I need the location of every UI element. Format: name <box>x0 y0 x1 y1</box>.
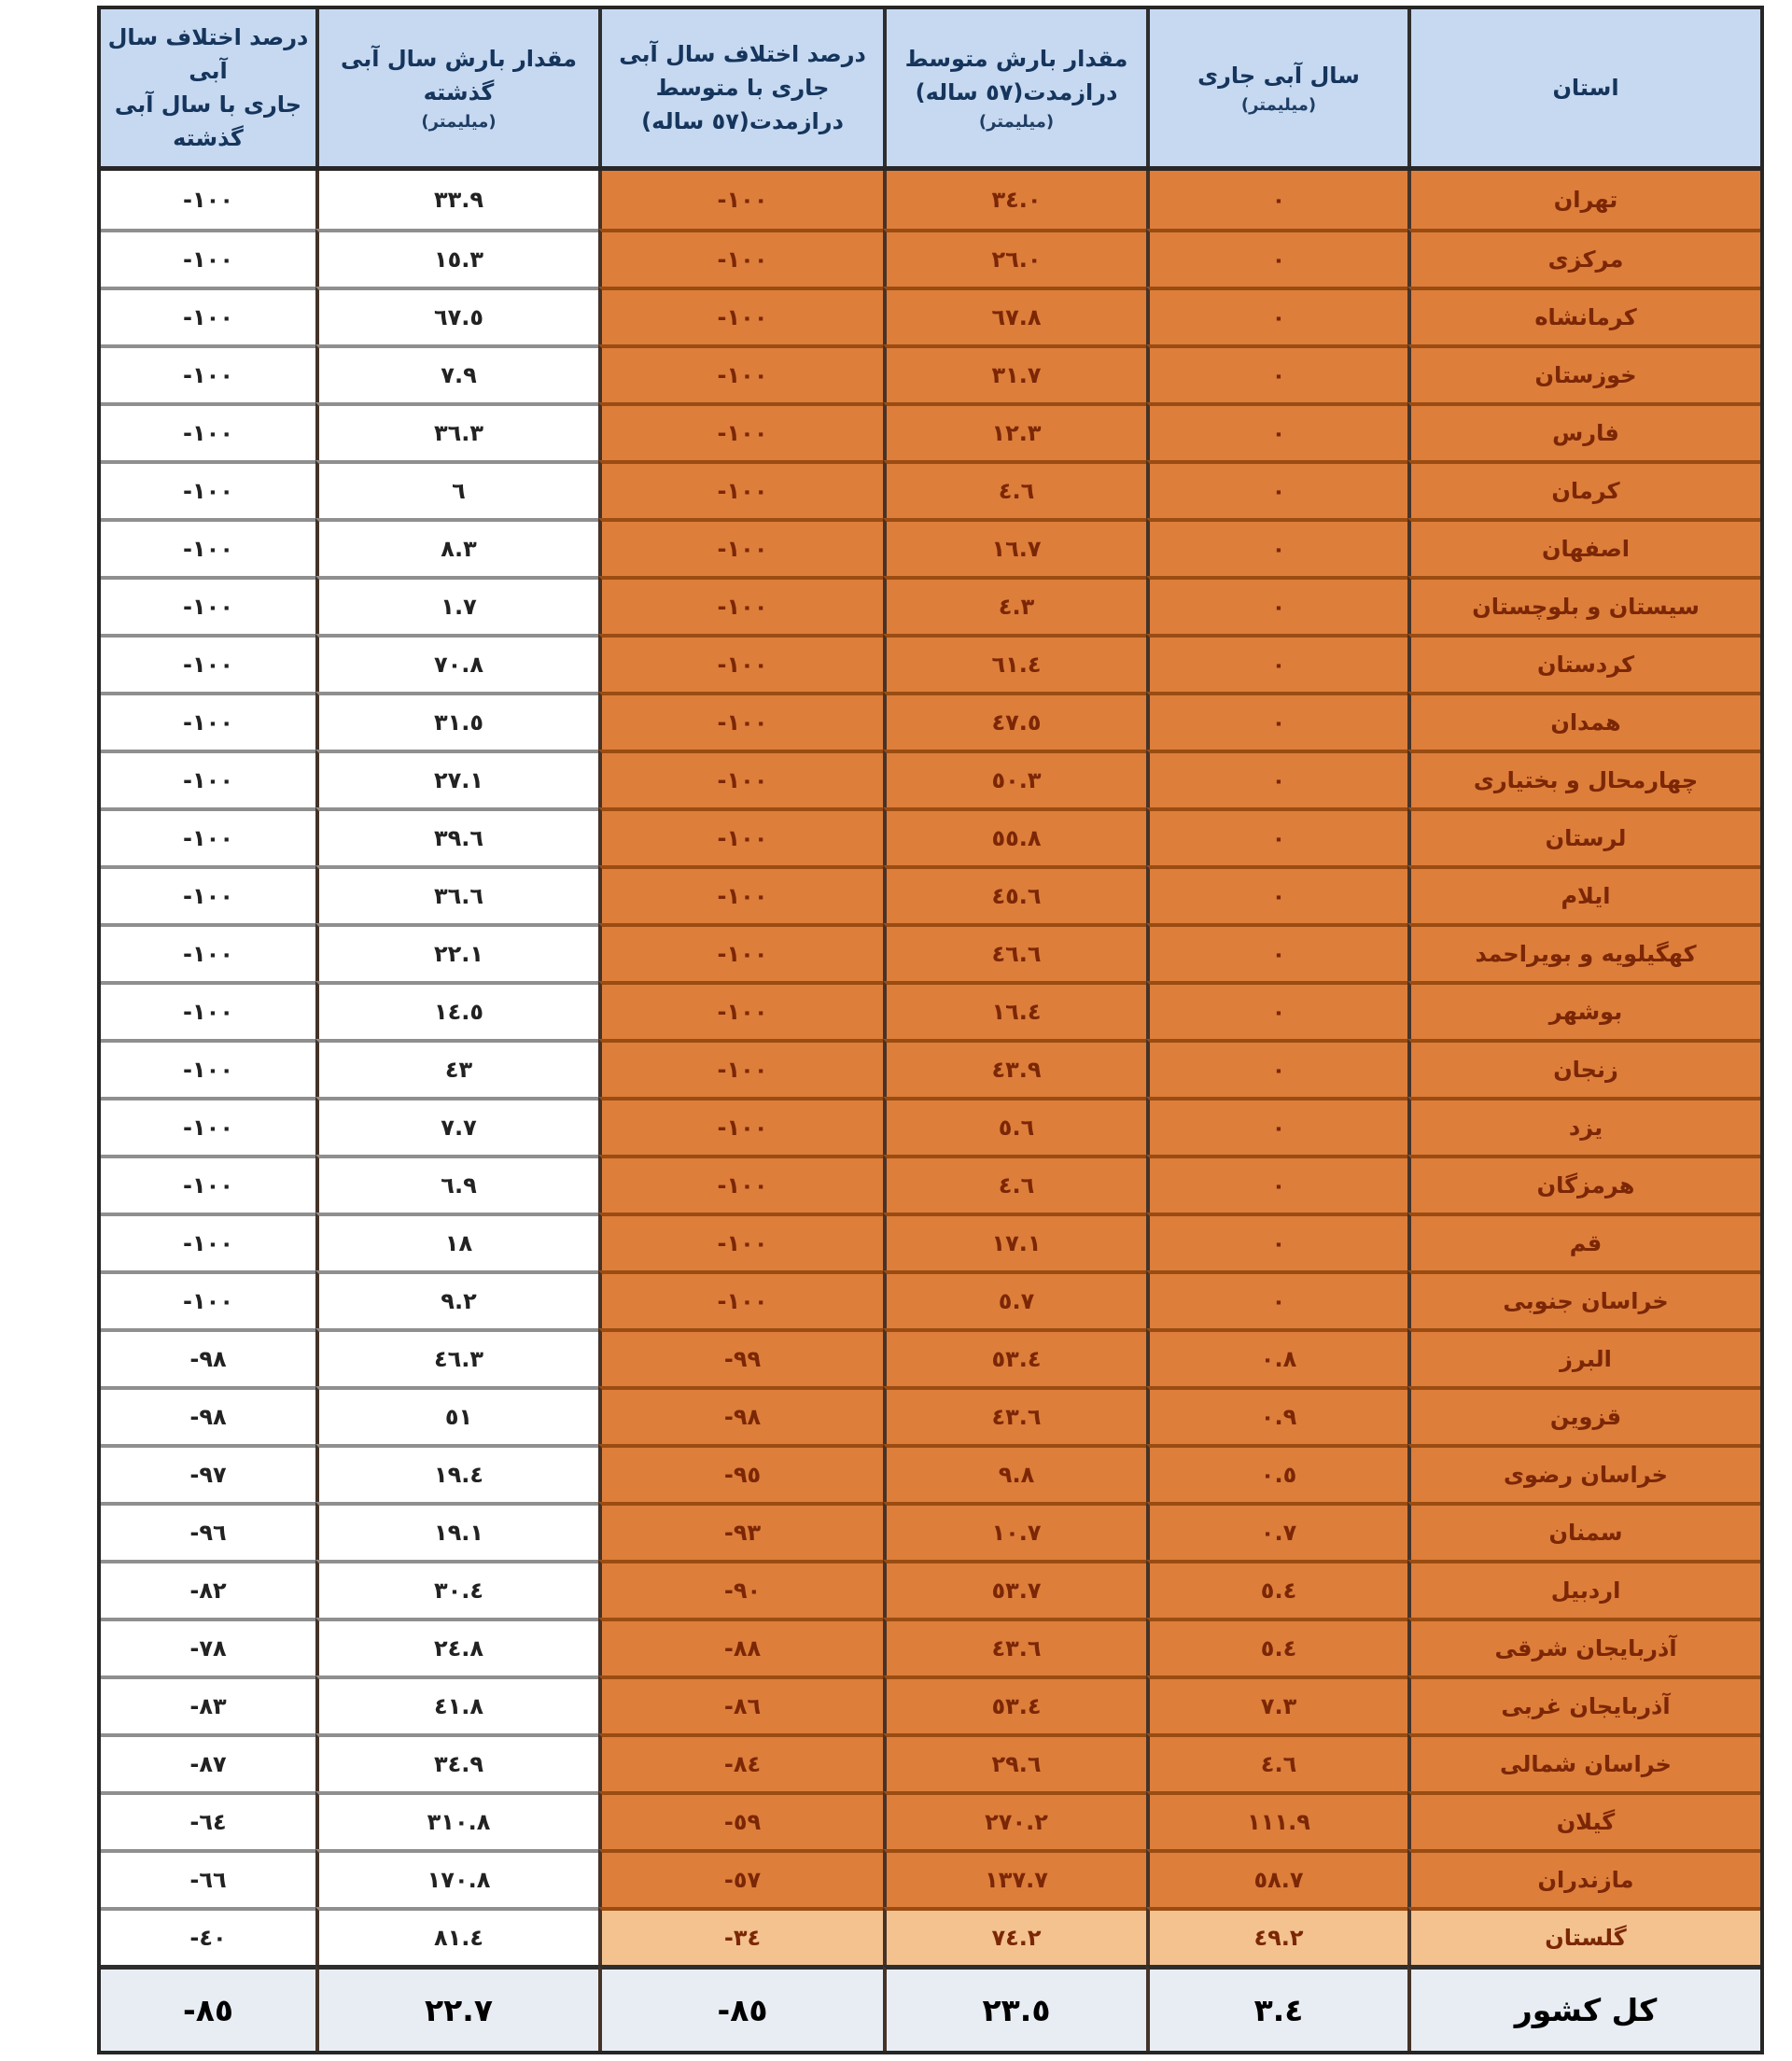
table-row <box>101 1675 1760 1733</box>
table-row <box>101 1444 1760 1502</box>
cell-province: زنجان <box>1407 1039 1760 1097</box>
cell-pct-vs-longterm: -٨٤ <box>598 1733 883 1791</box>
cell-pct-vs-lastyear: -٧٨ <box>101 1618 315 1675</box>
cell-lastyear-amount: ٦.٩ <box>315 1155 598 1213</box>
cell-province: یزد <box>1407 1097 1760 1155</box>
cell-lastyear-amount: ٣٦.٦ <box>315 865 598 923</box>
table-row <box>101 1907 1760 1965</box>
cell-province: اردبیل <box>1407 1560 1760 1618</box>
cell-lastyear-amount: ٦ <box>315 460 598 518</box>
cell-pct-vs-lastyear: -٨٢ <box>101 1560 315 1618</box>
table-row <box>101 923 1760 981</box>
cell-province: سمنان <box>1407 1502 1760 1560</box>
cell-lastyear-amount: ١٩.٤ <box>315 1444 598 1502</box>
cell-pct-vs-longterm: -١٠٠ <box>598 1155 883 1213</box>
cell-province: خراسان رضوی <box>1407 1444 1760 1502</box>
cell-longterm-avg: ٢٦.٠ <box>883 229 1146 287</box>
cell-lastyear-amount: ١٩.١ <box>315 1502 598 1560</box>
cell-current-year: ٠ <box>1146 287 1407 344</box>
cell-lastyear-amount: ٣١.٥ <box>315 692 598 750</box>
cell-longterm-avg: ٤٣.٩ <box>883 1039 1146 1097</box>
cell-pct-vs-lastyear: -١٠٠ <box>101 576 315 634</box>
cell-province: خراسان جنوبی <box>1407 1270 1760 1328</box>
header-lastyear-amount: مقدار بارش سال آبی گذشته (میلیمتر) <box>315 9 598 166</box>
cell-lastyear-amount: ٧٠.٨ <box>315 634 598 692</box>
table-row <box>101 518 1760 576</box>
cell-pct-vs-lastyear: -١٠٠ <box>101 807 315 865</box>
cell-pct-vs-longterm: -٩٥ <box>598 1444 883 1502</box>
cell-province: فارس <box>1407 402 1760 460</box>
table-row <box>101 402 1760 460</box>
cell-province: خوزستان <box>1407 344 1760 402</box>
cell-current-year: ٥.٤ <box>1146 1618 1407 1675</box>
cell-province: کل کشور <box>1407 1965 1760 2051</box>
table-row <box>101 1213 1760 1270</box>
cell-lastyear-amount: ٣٦.٣ <box>315 402 598 460</box>
cell-province: البرز <box>1407 1328 1760 1386</box>
cell-lastyear-amount: ٣٩.٦ <box>315 807 598 865</box>
cell-pct-vs-lastyear: -٩٧ <box>101 1444 315 1502</box>
cell-pct-vs-lastyear: -١٠٠ <box>101 634 315 692</box>
cell-longterm-avg: ٥.٧ <box>883 1270 1146 1328</box>
table-row <box>101 1270 1760 1328</box>
cell-pct-vs-lastyear: -٦٦ <box>101 1849 315 1907</box>
cell-pct-vs-lastyear: -١٠٠ <box>101 460 315 518</box>
table-row <box>101 229 1760 287</box>
cell-longterm-avg: ٤٦.٦ <box>883 923 1146 981</box>
cell-province: گیلان <box>1407 1791 1760 1849</box>
cell-lastyear-amount: ٢٤.٨ <box>315 1618 598 1675</box>
cell-pct-vs-longterm: -٩٨ <box>598 1386 883 1444</box>
cell-province: کردستان <box>1407 634 1760 692</box>
table-row <box>101 1155 1760 1213</box>
cell-pct-vs-longterm: -١٠٠ <box>598 750 883 807</box>
cell-pct-vs-longterm: -٨٨ <box>598 1618 883 1675</box>
cell-province: کرمان <box>1407 460 1760 518</box>
cell-longterm-avg: ٤٥.٦ <box>883 865 1146 923</box>
cell-lastyear-amount: ٨.٣ <box>315 518 598 576</box>
cell-current-year: ١١١.٩ <box>1146 1791 1407 1849</box>
table-row <box>101 460 1760 518</box>
table-row <box>101 1039 1760 1097</box>
cell-province: اصفهان <box>1407 518 1760 576</box>
cell-pct-vs-longterm: -١٠٠ <box>598 981 883 1039</box>
cell-lastyear-amount: ٤٦.٣ <box>315 1328 598 1386</box>
cell-lastyear-amount: ٧.٩ <box>315 344 598 402</box>
cell-longterm-avg: ١٣٧.٧ <box>883 1849 1146 1907</box>
cell-pct-vs-lastyear: -١٠٠ <box>101 1097 315 1155</box>
cell-pct-vs-longterm: -١٠٠ <box>598 865 883 923</box>
cell-province: هرمزگان <box>1407 1155 1760 1213</box>
table-header-row <box>101 9 1760 171</box>
cell-longterm-avg: ٣٤.٠ <box>883 171 1146 229</box>
cell-pct-vs-longterm: -١٠٠ <box>598 576 883 634</box>
cell-longterm-avg: ٤.٦ <box>883 460 1146 518</box>
table-body <box>101 171 1760 2051</box>
cell-longterm-avg: ٦٧.٨ <box>883 287 1146 344</box>
cell-current-year: ٠ <box>1146 1039 1407 1097</box>
cell-longterm-avg: ٤.٣ <box>883 576 1146 634</box>
cell-longterm-avg: ١٦.٧ <box>883 518 1146 576</box>
cell-current-year: ٠ <box>1146 1155 1407 1213</box>
table-row <box>101 1849 1760 1907</box>
cell-pct-vs-lastyear: -٤٠ <box>101 1907 315 1965</box>
cell-longterm-avg: ٤٣.٦ <box>883 1618 1146 1675</box>
cell-pct-vs-lastyear: -١٠٠ <box>101 402 315 460</box>
cell-pct-vs-lastyear: -١٠٠ <box>101 518 315 576</box>
table-row <box>101 1618 1760 1675</box>
cell-province: مازندران <box>1407 1849 1760 1907</box>
cell-longterm-avg: ٢٣.٥ <box>883 1965 1146 2051</box>
cell-pct-vs-longterm: -١٠٠ <box>598 692 883 750</box>
cell-pct-vs-longterm: -١٠٠ <box>598 287 883 344</box>
header-province <box>1407 9 1760 166</box>
cell-pct-vs-longterm: -٥٩ <box>598 1791 883 1849</box>
cell-current-year: ٤.٦ <box>1146 1733 1407 1791</box>
cell-pct-vs-longterm: -١٠٠ <box>598 1213 883 1270</box>
cell-lastyear-amount: ١.٧ <box>315 576 598 634</box>
cell-pct-vs-lastyear: -٩٦ <box>101 1502 315 1560</box>
cell-province: چهارمحال و بختیاری <box>1407 750 1760 807</box>
header-current-year-unit: (میلیمتر) <box>1240 94 1317 115</box>
cell-lastyear-amount: ٨١.٤ <box>315 1907 598 1965</box>
cell-current-year: ٧.٣ <box>1146 1675 1407 1733</box>
cell-longterm-avg: ٥٠.٣ <box>883 750 1146 807</box>
cell-lastyear-amount: ٢٢.١ <box>315 923 598 981</box>
cell-longterm-avg: ٤.٦ <box>883 1155 1146 1213</box>
cell-pct-vs-longterm: -١٠٠ <box>598 1039 883 1097</box>
table-row <box>101 1733 1760 1791</box>
table-row <box>101 865 1760 923</box>
cell-province: آذربایجان شرقی <box>1407 1618 1760 1675</box>
cell-longterm-avg: ١٠.٧ <box>883 1502 1146 1560</box>
cell-current-year: ٠ <box>1146 981 1407 1039</box>
table-row <box>101 1328 1760 1386</box>
cell-lastyear-amount: ٥١ <box>315 1386 598 1444</box>
cell-province: تهران <box>1407 171 1760 229</box>
header-pct-vs-lastyear: درصد اختلاف سال آبی جاری با سال آبی گذشته <box>101 9 315 166</box>
cell-current-year: ٠.٩ <box>1146 1386 1407 1444</box>
cell-lastyear-amount: ٣٤.٩ <box>315 1733 598 1791</box>
cell-lastyear-amount: ١٧٠.٨ <box>315 1849 598 1907</box>
header-lastyear-unit: (میلیمتر) <box>421 111 497 132</box>
cell-current-year: ٤٩.٢ <box>1146 1907 1407 1965</box>
cell-longterm-avg: ٢٩.٦ <box>883 1733 1146 1791</box>
cell-lastyear-amount: ٩.٢ <box>315 1270 598 1328</box>
table-row <box>101 287 1760 344</box>
cell-longterm-avg: ٣١.٧ <box>883 344 1146 402</box>
cell-province: خراسان شمالی <box>1407 1733 1760 1791</box>
cell-province: کهگیلویه و بویراحمد <box>1407 923 1760 981</box>
cell-pct-vs-lastyear: -١٠٠ <box>101 750 315 807</box>
cell-province: قم <box>1407 1213 1760 1270</box>
cell-longterm-avg: ٥٣.٧ <box>883 1560 1146 1618</box>
table-row <box>101 1386 1760 1444</box>
cell-current-year: ٠ <box>1146 518 1407 576</box>
cell-pct-vs-longterm: -٩٣ <box>598 1502 883 1560</box>
cell-pct-vs-longterm: -٨٦ <box>598 1675 883 1733</box>
cell-lastyear-amount: ١٤.٥ <box>315 981 598 1039</box>
precipitation-table <box>97 6 1764 2054</box>
cell-pct-vs-longterm: -١٠٠ <box>598 1270 883 1328</box>
cell-pct-vs-longterm: -١٠٠ <box>598 634 883 692</box>
cell-pct-vs-lastyear: -٩٨ <box>101 1328 315 1386</box>
cell-pct-vs-lastyear: -١٠٠ <box>101 1213 315 1270</box>
cell-pct-vs-lastyear: -١٠٠ <box>101 229 315 287</box>
cell-current-year: ٥٨.٧ <box>1146 1849 1407 1907</box>
cell-longterm-avg: ٥٣.٤ <box>883 1675 1146 1733</box>
table-row <box>101 981 1760 1039</box>
cell-pct-vs-lastyear: -٨٧ <box>101 1733 315 1791</box>
cell-longterm-avg: ٧٤.٢ <box>883 1907 1146 1965</box>
cell-current-year: ٠.٥ <box>1146 1444 1407 1502</box>
table-row <box>101 1965 1760 2051</box>
cell-pct-vs-lastyear: -٩٨ <box>101 1386 315 1444</box>
cell-province: بوشهر <box>1407 981 1760 1039</box>
cell-pct-vs-lastyear: -١٠٠ <box>101 1270 315 1328</box>
cell-pct-vs-lastyear: -١٠٠ <box>101 171 315 229</box>
cell-pct-vs-lastyear: -١٠٠ <box>101 1039 315 1097</box>
table-row <box>101 171 1760 229</box>
cell-current-year: ٠.٧ <box>1146 1502 1407 1560</box>
cell-longterm-avg: ١٦.٤ <box>883 981 1146 1039</box>
cell-current-year: ٠ <box>1146 807 1407 865</box>
cell-lastyear-amount: ٦٧.٥ <box>315 287 598 344</box>
cell-pct-vs-lastyear: -١٠٠ <box>101 692 315 750</box>
cell-province: گلستان <box>1407 1907 1760 1965</box>
cell-lastyear-amount: ١٥.٣ <box>315 229 598 287</box>
table-row <box>101 692 1760 750</box>
cell-pct-vs-longterm: -٥٧ <box>598 1849 883 1907</box>
cell-pct-vs-lastyear: -١٠٠ <box>101 981 315 1039</box>
header-pct-vs-longterm: درصد اختلاف سال آبی جاری با متوسط درازمدت(٥٧ ساله) <box>598 9 883 166</box>
cell-current-year: ٠ <box>1146 344 1407 402</box>
table-row <box>101 576 1760 634</box>
cell-pct-vs-lastyear: -٨٣ <box>101 1675 315 1733</box>
cell-longterm-avg: ٩.٨ <box>883 1444 1146 1502</box>
cell-pct-vs-lastyear: -١٠٠ <box>101 923 315 981</box>
cell-longterm-avg: ١٧.١ <box>883 1213 1146 1270</box>
cell-pct-vs-longterm: -١٠٠ <box>598 171 883 229</box>
cell-current-year: ٥.٤ <box>1146 1560 1407 1618</box>
cell-lastyear-amount: ٢٧.١ <box>315 750 598 807</box>
cell-pct-vs-longterm: -١٠٠ <box>598 923 883 981</box>
table-row <box>101 1502 1760 1560</box>
cell-current-year: ٠ <box>1146 576 1407 634</box>
cell-pct-vs-longterm: -٣٤ <box>598 1907 883 1965</box>
cell-current-year: ٠ <box>1146 171 1407 229</box>
table-row <box>101 634 1760 692</box>
cell-province: قزوین <box>1407 1386 1760 1444</box>
cell-pct-vs-longterm: -١٠٠ <box>598 402 883 460</box>
cell-current-year: ٠ <box>1146 692 1407 750</box>
cell-current-year: ٠.٨ <box>1146 1328 1407 1386</box>
cell-lastyear-amount: ٣١٠.٨ <box>315 1791 598 1849</box>
cell-pct-vs-longterm: -١٠٠ <box>598 229 883 287</box>
cell-longterm-avg: ٢٧٠.٢ <box>883 1791 1146 1849</box>
cell-pct-vs-longterm: -١٠٠ <box>598 344 883 402</box>
cell-province: کرمانشاه <box>1407 287 1760 344</box>
header-longterm-avg: مقدار بارش متوسط درازمدت(٥٧ ساله) (میلیمتر) <box>883 9 1146 166</box>
header-province-label: استان <box>1552 75 1619 101</box>
cell-pct-vs-longterm: -١٠٠ <box>598 518 883 576</box>
cell-longterm-avg: ٥٣.٤ <box>883 1328 1146 1386</box>
cell-current-year: ٠ <box>1146 750 1407 807</box>
cell-current-year: ٠ <box>1146 634 1407 692</box>
cell-pct-vs-lastyear: -١٠٠ <box>101 865 315 923</box>
cell-longterm-avg: ٥.٦ <box>883 1097 1146 1155</box>
table-row <box>101 1560 1760 1618</box>
cell-province: آذربایجان غربی <box>1407 1675 1760 1733</box>
cell-pct-vs-lastyear: -١٠٠ <box>101 1155 315 1213</box>
table-row <box>101 1097 1760 1155</box>
cell-current-year: ٠ <box>1146 1097 1407 1155</box>
cell-longterm-avg: ٤٧.٥ <box>883 692 1146 750</box>
cell-pct-vs-lastyear: -١٠٠ <box>101 287 315 344</box>
cell-province: مرکزی <box>1407 229 1760 287</box>
cell-current-year: ٠ <box>1146 1270 1407 1328</box>
cell-current-year: ٠ <box>1146 1213 1407 1270</box>
cell-pct-vs-longterm: -٩٩ <box>598 1328 883 1386</box>
cell-province: همدان <box>1407 692 1760 750</box>
cell-lastyear-amount: ٢٢.٧ <box>315 1965 598 2051</box>
cell-pct-vs-longterm: -٩٠ <box>598 1560 883 1618</box>
cell-pct-vs-longterm: -١٠٠ <box>598 1097 883 1155</box>
table-row <box>101 807 1760 865</box>
cell-province: لرستان <box>1407 807 1760 865</box>
cell-pct-vs-lastyear: -٦٤ <box>101 1791 315 1849</box>
cell-lastyear-amount: ١٨ <box>315 1213 598 1270</box>
cell-current-year: ٠ <box>1146 402 1407 460</box>
cell-pct-vs-lastyear: -١٠٠ <box>101 344 315 402</box>
cell-lastyear-amount: ٤٣ <box>315 1039 598 1097</box>
cell-current-year: ٠ <box>1146 923 1407 981</box>
cell-pct-vs-longterm: -١٠٠ <box>598 807 883 865</box>
cell-lastyear-amount: ٣٣.٩ <box>315 171 598 229</box>
cell-lastyear-amount: ٣٠.٤ <box>315 1560 598 1618</box>
cell-current-year: ٠ <box>1146 229 1407 287</box>
header-longterm-avg-unit: (میلیمتر) <box>978 111 1055 132</box>
cell-longterm-avg: ٥٥.٨ <box>883 807 1146 865</box>
table-row <box>101 1791 1760 1849</box>
cell-pct-vs-longterm: -١٠٠ <box>598 460 883 518</box>
cell-province: سیستان و بلوچستان <box>1407 576 1760 634</box>
cell-current-year: ٠ <box>1146 865 1407 923</box>
header-current-year: سال آبی جاری (میلیمتر) <box>1146 9 1407 166</box>
cell-pct-vs-longterm: -٨٥ <box>598 1965 883 2051</box>
cell-province: ایلام <box>1407 865 1760 923</box>
cell-lastyear-amount: ٤١.٨ <box>315 1675 598 1733</box>
cell-pct-vs-lastyear: -٨٥ <box>101 1965 315 2051</box>
cell-current-year: ٣.٤ <box>1146 1965 1407 2051</box>
cell-lastyear-amount: ٧.٧ <box>315 1097 598 1155</box>
cell-longterm-avg: ٤٣.٦ <box>883 1386 1146 1444</box>
table-row <box>101 344 1760 402</box>
cell-longterm-avg: ٦١.٤ <box>883 634 1146 692</box>
table-row <box>101 750 1760 807</box>
cell-longterm-avg: ١٢.٣ <box>883 402 1146 460</box>
cell-current-year: ٠ <box>1146 460 1407 518</box>
